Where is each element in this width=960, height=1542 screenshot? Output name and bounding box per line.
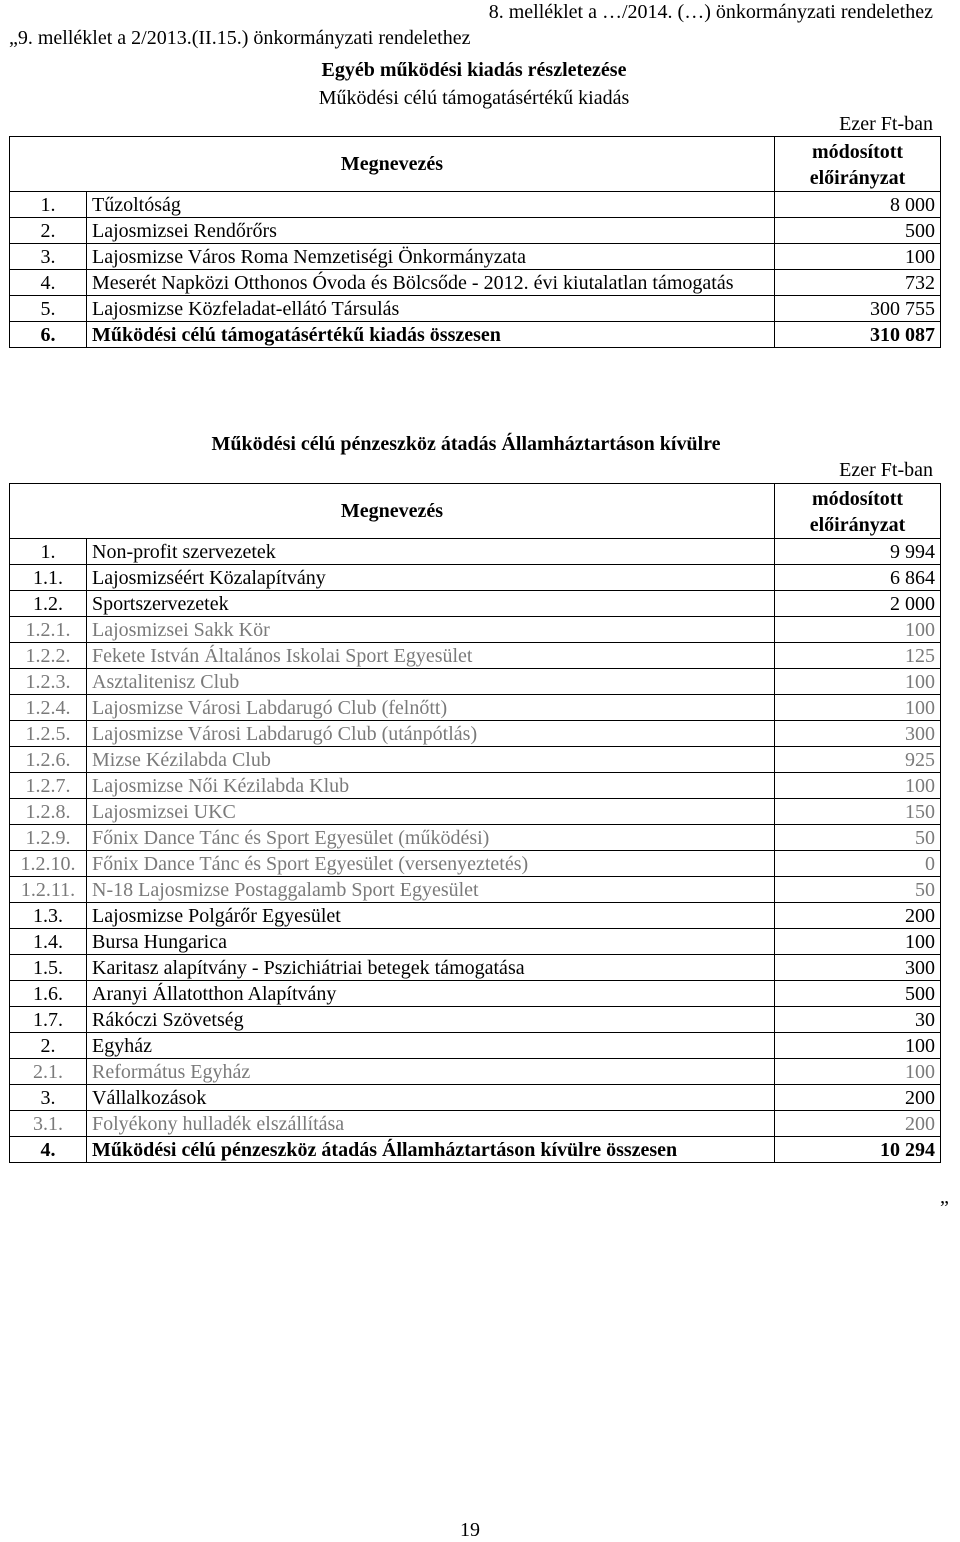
column-header-value bbox=[775, 484, 941, 539]
row-value: 50 bbox=[775, 877, 941, 903]
row-number: 1.3. bbox=[10, 903, 87, 929]
column-header-value-line1: módosított bbox=[811, 488, 904, 510]
row-value: 300 bbox=[775, 955, 941, 981]
row-value: 6 864 bbox=[775, 565, 941, 591]
row-name: Lajosmizsei Sakk Kör bbox=[87, 617, 775, 643]
table-row bbox=[10, 955, 941, 981]
row-number: 1.2.5. bbox=[10, 721, 87, 747]
table-header-row bbox=[10, 137, 941, 192]
total-name: Működési célú támogatásértékű kiadás összesen bbox=[87, 322, 775, 348]
row-name: Lajosmizsei Rendőrőrs bbox=[87, 218, 775, 244]
section2-title: Működési célú pénzeszköz átadás Államháztartáson kívülre bbox=[211, 433, 721, 455]
table-row bbox=[10, 1007, 941, 1033]
table-row bbox=[10, 617, 941, 643]
row-value: 200 bbox=[775, 1111, 941, 1137]
table-row bbox=[10, 1085, 941, 1111]
row-name: Rákóczi Szövetség bbox=[87, 1007, 775, 1033]
table-row bbox=[10, 218, 941, 244]
table1-unit: Ezer Ft-ban bbox=[839, 113, 933, 135]
row-name: Lajosmizsei UKC bbox=[87, 799, 775, 825]
table-row bbox=[10, 669, 941, 695]
table-row bbox=[10, 773, 941, 799]
table-row bbox=[10, 565, 941, 591]
row-number: 1.2.6. bbox=[10, 747, 87, 773]
row-name: Református Egyház bbox=[87, 1059, 775, 1085]
row-name: Folyékony hulladék elszállítása bbox=[87, 1111, 775, 1137]
row-number: 1.2.3. bbox=[10, 669, 87, 695]
table-row bbox=[10, 296, 941, 322]
row-number: 1.2.8. bbox=[10, 799, 87, 825]
row-number: 2.1. bbox=[10, 1059, 87, 1085]
row-name: Vállalkozások bbox=[87, 1085, 775, 1111]
table-row bbox=[10, 903, 941, 929]
row-number: 1.2.2. bbox=[10, 643, 87, 669]
row-number: 1.2.1. bbox=[10, 617, 87, 643]
page-number: 19 bbox=[460, 1519, 480, 1541]
row-name: Meserét Napközi Otthonos Óvoda és Bölcsőde - 2012. évi kiutalatlan támogatás bbox=[87, 270, 775, 296]
row-value: 100 bbox=[775, 1033, 941, 1059]
table-row bbox=[10, 1111, 941, 1137]
row-name: Bursa Hungarica bbox=[87, 929, 775, 955]
table-row bbox=[10, 825, 941, 851]
row-name: Lajosmizse Női Kézilabda Klub bbox=[87, 773, 775, 799]
row-value: 100 bbox=[775, 695, 941, 721]
table-row bbox=[10, 929, 941, 955]
row-name: Aranyi Állatotthon Alapítvány bbox=[87, 981, 775, 1007]
row-value: 125 bbox=[775, 643, 941, 669]
row-number: 4. bbox=[10, 270, 87, 296]
row-number: 1.6. bbox=[10, 981, 87, 1007]
total-value: 10 294 bbox=[775, 1137, 941, 1163]
row-number: 3. bbox=[10, 244, 87, 270]
row-value: 200 bbox=[775, 1085, 941, 1111]
row-number: 1.1. bbox=[10, 565, 87, 591]
row-value: 300 bbox=[775, 721, 941, 747]
row-name: Egyház bbox=[87, 1033, 775, 1059]
column-header-value-line2: előirányzat bbox=[809, 514, 906, 536]
row-number: 1.4. bbox=[10, 929, 87, 955]
column-header-value-line2: előirányzat bbox=[809, 167, 906, 189]
row-number: 2. bbox=[10, 1033, 87, 1059]
row-number: 1.2.7. bbox=[10, 773, 87, 799]
annex-reference-original: „9. melléklet a 2/2013.(II.15.) önkormányzati rendelethez bbox=[9, 27, 471, 49]
annex-reference-new: 8. melléklet a …/2014. (…) önkormányzati rendelethez bbox=[488, 1, 933, 23]
row-value: 100 bbox=[775, 773, 941, 799]
column-header-name: Megnevezés bbox=[10, 137, 775, 192]
row-name: Főnix Dance Tánc és Sport Egyesület (versenyeztetés) bbox=[87, 851, 775, 877]
table-row bbox=[10, 747, 941, 773]
table-row bbox=[10, 643, 941, 669]
row-number: 1. bbox=[10, 539, 87, 565]
row-number: 1.2.9. bbox=[10, 825, 87, 851]
row-value: 150 bbox=[775, 799, 941, 825]
row-value: 100 bbox=[775, 617, 941, 643]
row-number: 1.2.11. bbox=[10, 877, 87, 903]
row-value: 100 bbox=[775, 929, 941, 955]
row-name: N-18 Lajosmizse Postaggalamb Sport Egyesület bbox=[87, 877, 775, 903]
row-value: 500 bbox=[775, 218, 941, 244]
table2-unit: Ezer Ft-ban bbox=[839, 459, 933, 481]
row-name: Lajosmizse Város Roma Nemzetiségi Önkormányzata bbox=[87, 244, 775, 270]
row-name: Karitasz alapítvány - Pszichiátriai betegek támogatása bbox=[87, 955, 775, 981]
column-header-value bbox=[775, 137, 941, 192]
row-value: 925 bbox=[775, 747, 941, 773]
row-value: 100 bbox=[775, 244, 941, 270]
table-row bbox=[10, 1033, 941, 1059]
document-subtitle: Működési célú támogatásértékű kiadás bbox=[318, 87, 630, 109]
table-row bbox=[10, 721, 941, 747]
table-row bbox=[10, 981, 941, 1007]
row-name: Lajosmizse Közfeladat-ellátó Társulás bbox=[87, 296, 775, 322]
table-row bbox=[10, 1059, 941, 1085]
row-number: 1.5. bbox=[10, 955, 87, 981]
total-number: 4. bbox=[10, 1137, 87, 1163]
column-header-value-line1: módosított bbox=[811, 141, 904, 163]
row-name: Fekete István Általános Iskolai Sport Egyesület bbox=[87, 643, 775, 669]
row-value: 300 755 bbox=[775, 296, 941, 322]
row-name: Tűzoltóság bbox=[87, 192, 775, 218]
row-number: 3. bbox=[10, 1085, 87, 1111]
row-name: Asztalitenisz Club bbox=[87, 669, 775, 695]
row-name: Lajosmizse Polgárőr Egyesület bbox=[87, 903, 775, 929]
row-number: 1.2.10. bbox=[10, 851, 87, 877]
table-header-row bbox=[10, 484, 941, 539]
row-name: Lajosmizse Városi Labdarugó Club (felnőtt) bbox=[87, 695, 775, 721]
table-row bbox=[10, 695, 941, 721]
row-number: 2. bbox=[10, 218, 87, 244]
row-name: Főnix Dance Tánc és Sport Egyesület (működési) bbox=[87, 825, 775, 851]
table-row bbox=[10, 799, 941, 825]
row-number: 5. bbox=[10, 296, 87, 322]
row-number: 1.2. bbox=[10, 591, 87, 617]
row-value: 2 000 bbox=[775, 591, 941, 617]
table-row bbox=[10, 270, 941, 296]
table-row bbox=[10, 192, 941, 218]
row-value: 200 bbox=[775, 903, 941, 929]
row-value: 9 994 bbox=[775, 539, 941, 565]
row-name: Sportszervezetek bbox=[87, 591, 775, 617]
row-number: 3.1. bbox=[10, 1111, 87, 1137]
table-row bbox=[10, 877, 941, 903]
row-value: 0 bbox=[775, 851, 941, 877]
table-total-row bbox=[10, 1137, 941, 1163]
total-name: Működési célú pénzeszköz átadás Államháztartáson kívülre összesen bbox=[87, 1137, 775, 1163]
table-support-expenditure bbox=[9, 136, 941, 348]
row-number: 1.7. bbox=[10, 1007, 87, 1033]
row-number: 1. bbox=[10, 192, 87, 218]
table-row bbox=[10, 851, 941, 877]
row-value: 100 bbox=[775, 669, 941, 695]
row-value: 500 bbox=[775, 981, 941, 1007]
closing-quote: ” bbox=[940, 1197, 949, 1219]
row-value: 50 bbox=[775, 825, 941, 851]
row-name: Mizse Kézilabda Club bbox=[87, 747, 775, 773]
row-value: 732 bbox=[775, 270, 941, 296]
row-name: Non-profit szervezetek bbox=[87, 539, 775, 565]
table-row bbox=[10, 539, 941, 565]
row-value: 100 bbox=[775, 1059, 941, 1085]
row-value: 8 000 bbox=[775, 192, 941, 218]
table-row bbox=[10, 591, 941, 617]
row-name: Lajosmizséért Közalapítvány bbox=[87, 565, 775, 591]
total-number: 6. bbox=[10, 322, 87, 348]
row-value: 30 bbox=[775, 1007, 941, 1033]
document-title: Egyéb működési kiadás részletezése bbox=[321, 59, 627, 81]
total-value: 310 087 bbox=[775, 322, 941, 348]
row-name: Lajosmizse Városi Labdarugó Club (utánpótlás) bbox=[87, 721, 775, 747]
table-total-row bbox=[10, 322, 941, 348]
table-row bbox=[10, 244, 941, 270]
table-transfers-outside bbox=[9, 483, 941, 1163]
column-header-name: Megnevezés bbox=[10, 484, 775, 539]
row-number: 1.2.4. bbox=[10, 695, 87, 721]
